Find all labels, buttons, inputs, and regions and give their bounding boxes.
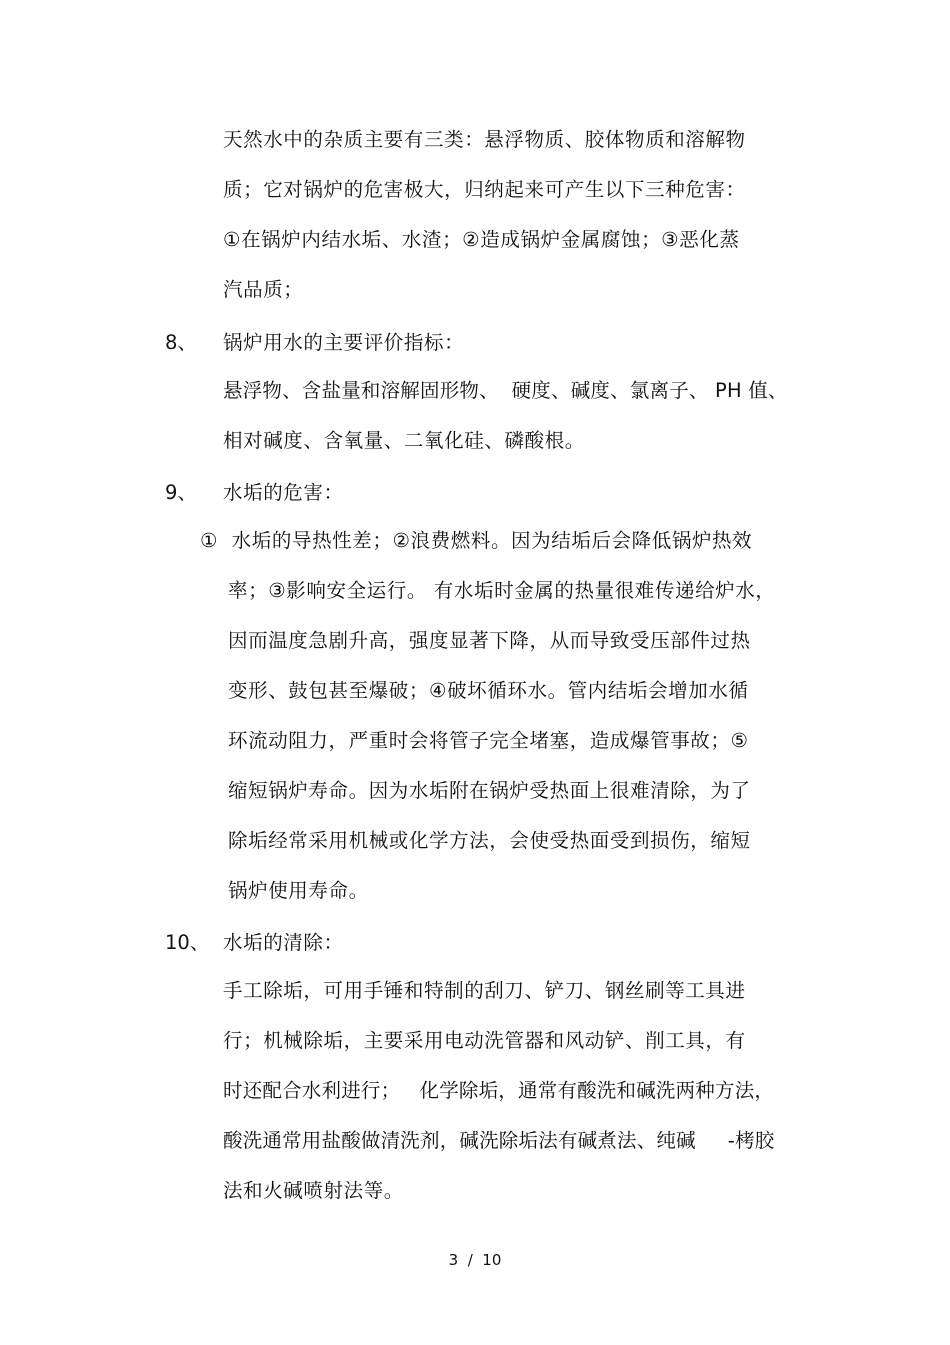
section-9-line-8: 锅炉使用寿命。 (228, 879, 369, 902)
section-9-heading: 水垢的危害： (223, 481, 344, 504)
section-9-number: 9、 (165, 481, 197, 504)
section-9-line-7: 除垢经常采用机械或化学方法，会使受热面受到损伤，缩短 (228, 829, 751, 852)
section-10-line-2: 行；机械除垢，主要采用电动洗管器和风动铲、削工具，有 (223, 1029, 746, 1052)
section-8-heading: 锅炉用水的主要评价指标： (223, 331, 465, 354)
section-9-line-4: 变形、鼓包甚至爆破；④破坏循环水。管内结垢会增加水循 (228, 679, 749, 702)
section-9-line-3: 因而温度急剧升高，强度显著下降，从而导致受压部件过热 (228, 629, 751, 652)
section-10-line-1: 手工除垢，可用手锤和特制的刮刀、铲刀、钢丝刷等工具进 (223, 979, 746, 1002)
section-10-heading: 水垢的清除： (223, 931, 344, 954)
section-10-line-4: 酸洗通常用盐酸做清洗剂，碱洗除垢法有碱煮法、纯碱 -栲胶 (223, 1129, 775, 1152)
intro-line-4: 汽品质； (223, 278, 304, 301)
intro-line-3: ①在锅炉内结水垢、水渣；②造成锅炉金属腐蚀；③恶化蒸 (223, 228, 740, 251)
intro-line-1: 天然水中的杂质主要有三类：悬浮物质、胶体物质和溶解物 (223, 128, 746, 151)
intro-line-2: 质；它对锅炉的危害极大，归纳起来可产生以下三种危害： (223, 178, 746, 201)
page-number: 3 / 10 (448, 1251, 502, 1269)
section-9-line-1: ① 水垢的导热性差；②浪费燃料。因为结垢后会降低锅炉热效 (200, 529, 753, 552)
section-10-line-3: 时还配合水利进行； 化学除垢，通常有酸洗和碱洗两种方法， (223, 1079, 775, 1102)
section-8-number: 8、 (165, 331, 197, 354)
section-9-line-5: 环流动阻力，严重时会将管子完全堵塞，造成爆管事故；⑤ (228, 729, 749, 752)
section-9-line-6: 缩短锅炉寿命。因为水垢附在锅炉受热面上很难清除，为了 (228, 779, 751, 802)
section-10-number: 10、 (165, 931, 210, 954)
section-8-line-2: 相对碱度、含氧量、二氧化硅、磷酸根。 (223, 429, 585, 452)
section-9-line-2: 率；③影响安全运行。 有水垢时金属的热量很难传递给炉水， (228, 579, 776, 602)
section-8-line-1: 悬浮物、含盐量和溶解固形物、 硬度、碱度、氯离子、 PH 值、 (223, 379, 788, 402)
section-10-line-5: 法和火碱喷射法等。 (223, 1179, 404, 1202)
